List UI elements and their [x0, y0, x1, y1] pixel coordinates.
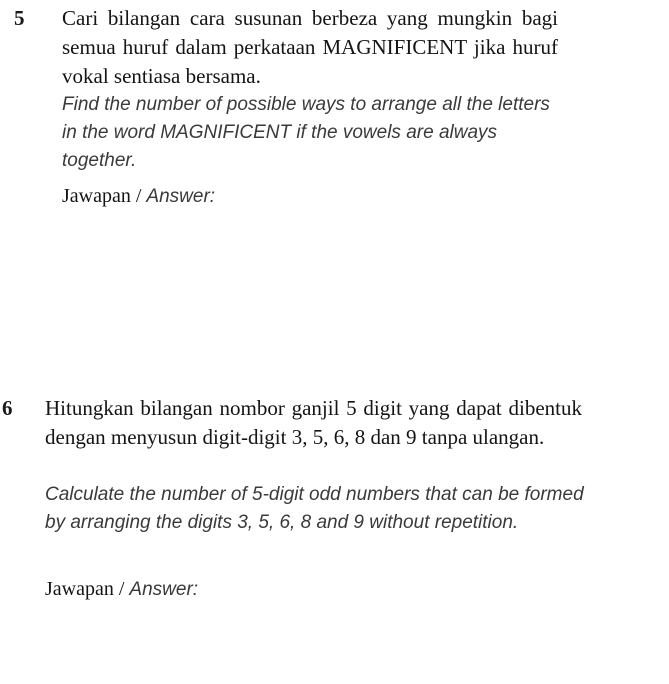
question-text-english: Calculate the number of 5-digit odd numbers that can be formed by arranging the digits 3, 5, 6, 8 and 9 without repetition. — [45, 484, 584, 533]
question-text-malay: Cari bilangan cara susunan berbeza yang mungkin bagi semua huruf dalam perkataan MAGNIFICENT jika huruf vokal sentiasa bersama. — [62, 6, 558, 88]
question-number: 6 — [2, 396, 13, 420]
answer-label — [45, 576, 198, 603]
answer-space[interactable] — [0, 608, 669, 678]
answer-label-malay: Jawapan — [45, 578, 114, 600]
question-text-malay: Hitungkan bilangan nombor ganjil 5 digit yang dapat dibentuk dengan menyusun digit-digit 3, 5, 6, 8 dan 9 tanpa ulangan. — [45, 396, 582, 449]
answer-label-separator: / — [113, 578, 130, 600]
answer-space[interactable] — [0, 215, 669, 385]
question-text-english: Find the number of possible ways to arrange all the letters in the word MAGNIFICENT if the vowels are always together. — [62, 94, 550, 171]
answer-label — [62, 183, 215, 210]
answer-label-english: Answer: — [129, 579, 199, 600]
question-number: 5 — [14, 6, 25, 30]
answer-label-separator: / — [130, 185, 147, 207]
answer-label-malay: Jawapan — [62, 185, 131, 207]
answer-label-english: Answer: — [146, 186, 216, 207]
